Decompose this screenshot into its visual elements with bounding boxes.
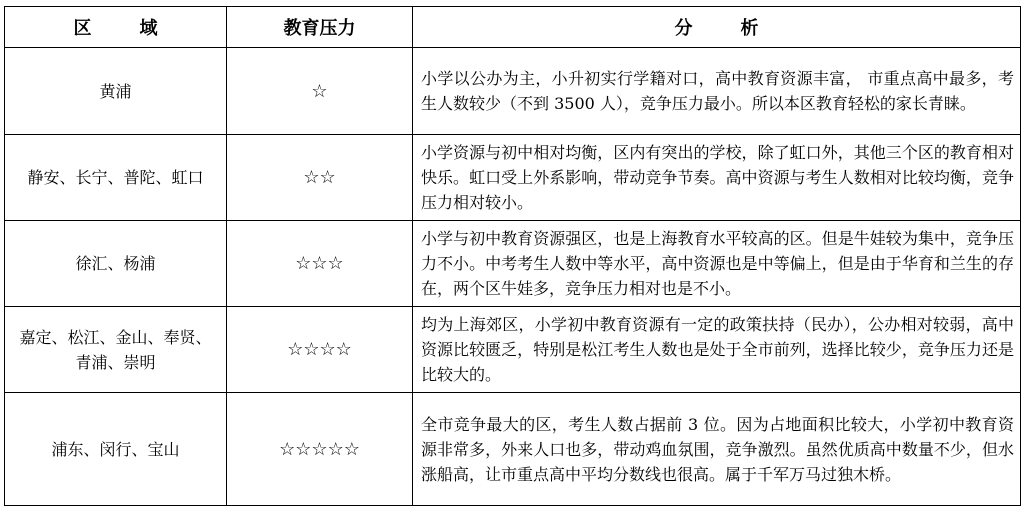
header-row <box>5 7 1021 48</box>
header-analysis-char-2: 析 <box>740 18 759 39</box>
education-pressure-table-container <box>4 6 1020 506</box>
region-cell <box>5 307 227 393</box>
pressure-stars: ☆☆☆☆☆ <box>227 393 413 506</box>
analysis-cell: 小学与初中教育资源强区，也是上海教育水平较高的区。但是牛娃较为集中，竞争压力不小。中考考生人数中等水平，高中资源也是中等偏上，但是由于华育和兰生的存在，两个区牛娃多，竞争压力相对也是不小。 <box>413 221 1021 307</box>
table-row <box>5 393 1021 506</box>
education-pressure-table <box>4 6 1021 506</box>
region-cell: 黄浦 <box>5 48 227 135</box>
analysis-cell: 全市竞争最大的区，考生人数占据前 3 位。因为占地面积比较大，小学初中教育资源非常多，外来人口也多，带动鸡血氛围，竞争激烈。虽然优质高中数量不少，但水涨船高，让市重点高中平均分数线也很高。属于千军万马过独木桥。 <box>413 393 1021 506</box>
pressure-stars: ☆☆☆ <box>227 221 413 307</box>
analysis-cell: 小学以公办为主，小升初实行学籍对口，高中教育资源丰富， 市重点高中最多，考生人数较少（不到 3500 人），竞争压力最小。所以本区教育轻松的家长青睐。 <box>413 48 1021 135</box>
region-cell: 徐汇、杨浦 <box>5 221 227 307</box>
header-region-char-2: 域 <box>139 18 158 39</box>
analysis-cell: 小学资源与初中相对均衡，区内有突出的学校，除了虹口外，其他三个区的教育相对快乐。虹口受上外系影响，带动竞争节奏。高中资源与考生人数相对比较均衡，竞争压力相对较小。 <box>413 135 1021 221</box>
table-row <box>5 135 1021 221</box>
pressure-stars: ☆☆☆☆ <box>227 307 413 393</box>
table-row <box>5 307 1021 393</box>
pressure-stars: ☆ <box>227 48 413 135</box>
header-analysis <box>413 7 1021 48</box>
table-row <box>5 221 1021 307</box>
analysis-cell: 均为上海郊区，小学初中教育资源有一定的政策扶持（民办），公办相对较弱，高中资源比较匮乏，特别是松江考生人数也是处于全市前列，选择比较少，竞争压力还是比较大的。 <box>413 307 1021 393</box>
region-cell: 浦东、闵行、宝山 <box>5 393 227 506</box>
region-line: 嘉定、松江、金山、奉贤、 <box>19 327 212 347</box>
header-pressure: 教育压力 <box>227 7 413 48</box>
region-line: 青浦、崇明 <box>75 352 156 372</box>
header-region <box>5 7 227 48</box>
region-cell: 静安、长宁、普陀、虹口 <box>5 135 227 221</box>
header-analysis-char-1: 分 <box>674 18 693 39</box>
header-region-char-1: 区 <box>73 18 92 39</box>
table-row <box>5 48 1021 135</box>
pressure-stars: ☆☆ <box>227 135 413 221</box>
